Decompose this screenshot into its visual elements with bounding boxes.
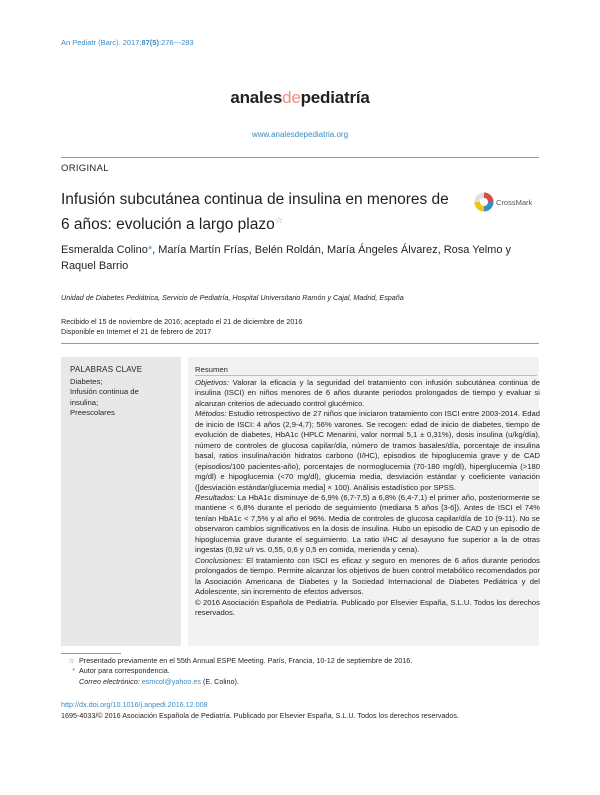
conclusions-label: Conclusiones: [195, 555, 243, 565]
dates-divider [61, 343, 539, 344]
article-dates [61, 317, 541, 337]
authors-rest: , María Martín Frías, Belén Roldán, María Ángeles Álvarez, Rosa Yelmo y Raquel Barrio [61, 244, 511, 272]
logo-part-anales: anales [230, 88, 283, 107]
crossmark-label: CrossMark [496, 198, 533, 207]
abstract-heading: Resumen [195, 365, 228, 374]
citation-volume: 87(5) [141, 38, 159, 47]
footnotes [61, 656, 541, 687]
footer-copyright: 1695-4033/© 2016 Asociación Española de Pediatría. Publicado por Elsevier España, S.L.U. Todos los derechos reservados. [61, 711, 459, 720]
header-divider [61, 157, 539, 158]
footnote-presented-text: Presentado previamente en el 55th Annual ESPE Meeting. París, Francia, 10-12 de septiembre de 2016. [79, 656, 413, 665]
affiliation: Unidad de Diabetes Pediátrica, Servicio de Pediatría, Hospital Universitario Ramón y Cajal, Madrid, España [61, 293, 404, 302]
email-suffix: (E. Colino). [202, 676, 239, 686]
abstract-results [195, 493, 540, 556]
email-link[interactable]: esmcol@yahoo.es [141, 676, 201, 686]
email-label: Correo electrónico: [79, 676, 140, 686]
abstract-methods [195, 409, 540, 493]
title-footnote-mark[interactable]: ☆ [274, 215, 283, 225]
results-text: La HbA1c disminuye de 6,9% (6,7-7,5) a 6,8% (6,4-7,1) el primer año, posteriormente se mantiene < 6,8% durante el periodo de seguimiento (mediana 5 años [3-6]). Antes de ISCI el 74% tenían HbA1c < 7,5% y al año el 96%. Media de controles de glucosa capilar/día de 10 (9-11). No se observaron cambios significativos en la dosis de insulina. Hubo un episodio de CAD y un episodio de hipoglucemia grave durante el seguimiento. La ratio I/HC al desayuno fue superior a la de otras ingestas (0,92 u/r vs. 0,55, 0,6 y 0,5 en comida, merienda y cena). [195, 492, 541, 555]
citation-pages: :276---283 [158, 38, 194, 47]
keyword-item: Preescolares [70, 407, 115, 417]
section-label: ORIGINAL [61, 163, 109, 174]
keyword-item: Infusión continua de [70, 387, 139, 397]
abstract-objectives [195, 378, 540, 409]
article-title [61, 189, 461, 235]
journal-logo [0, 88, 600, 108]
logo-part-pediatria: pediatría [300, 88, 370, 107]
logo-part-de: de [282, 88, 301, 107]
footnote-divider [61, 653, 121, 654]
methods-text: Estudio retrospectivo de 27 niños que iniciaron tratamiento con ISCI entre 2003-2014. Edad de inicio de ISCI: 4 años (2,9-4,7); 56% varones. Se recogen: edad de inicio de diabetes, tiempo de evolución de diabetes, HbA1c (HPLC Menarini, valor normal 5,1 ± 0,31%), dosis insulina (u/kg/día), número de controles de glucosa capilar/día, número de tramos basales/día, porcentaje de insulina basal, ratios insulina/ración hidratos carbono (I/HC), episodios de hipoglucemia grave y de CAD (episodios/100 pacientes-año), porcentajes de normoglucemia (70-180 mg/dl), hiperglucemia (>180 mg/dl) e hipoglucemia (<70 mg/dl), glucemia media, desviación estándar y coeficiente variación ([desviación estándar/glucemia media] × 100). Análisis estadístico por SPSS. [195, 409, 540, 492]
abstract-copyright: © 2016 Asociación Española de Pediatría. Publicado por Elsevier España, S.L.U. Todos los derechos reservados. [195, 597, 540, 617]
objectives-label: Objetivos: [195, 378, 229, 387]
abstract-divider [195, 375, 537, 376]
conclusions-text: El tratamiento con ISCI es eficaz y seguro en menores de 6 años durante periodos prolongados de tiempo. Permite alcanzar los objetivos de buen control metabólico recomendados por la Asociación Americana de Diabetes y la Sociedad Internacional de Diabetes Pediátrica y del Adolescente, sin incremento de efectos adversos. [195, 555, 541, 597]
footnote-star-mark: ☆ [68, 656, 75, 665]
footnote-corresponding-text: Autor para correspondencia. [79, 666, 170, 676]
article-title-text: Infusión subcutánea continua de insulina en menores de 6 años: evolución a largo plazo [61, 191, 449, 234]
doi-link[interactable]: http://dx.doi.org/10.1016/j.anpedi.2016.12.008 [61, 700, 208, 709]
journal-citation [61, 38, 194, 47]
keyword-item: Diabetes; [70, 377, 103, 386]
keywords-heading: PALABRAS CLAVE [70, 365, 143, 374]
footnote-corresponding [61, 666, 541, 676]
methods-label: Métodos: [195, 409, 227, 419]
received-accepted-dates: Recibido el 15 de noviembre de 2016; aceptado el 21 de diciembre de 2016 [61, 317, 303, 326]
corresponding-mark[interactable]: * [147, 244, 153, 256]
available-online-date: Disponible en Internet el 21 de febrero de 2017 [61, 327, 212, 336]
keyword-item: insulina; [70, 397, 99, 407]
author-list [61, 243, 531, 274]
footnote-email [61, 677, 541, 687]
footnote-presented [61, 656, 541, 666]
citation-prefix: An Pediatr (Barc). 2017; [61, 38, 142, 47]
journal-website-link[interactable]: www.analesdepediatria.org [251, 130, 349, 139]
abstract-body [195, 378, 540, 618]
abstract-conclusions [195, 556, 540, 598]
crossmark-badge[interactable] [474, 190, 542, 214]
objectives-text: Valorar la eficacia y la seguridad del tratamiento con infusión subcutánea continua de insulina (ISCI) en niños menores de 6 años durante periodos prolongados de tiempo y evaluar si alcanzan criterios de adecuado control glucémico. [195, 378, 541, 408]
keywords-list [70, 377, 178, 418]
author-corresponding[interactable]: Esmeralda Colino [61, 244, 148, 256]
crossmark-icon [474, 190, 542, 214]
results-label: Resultados: [195, 492, 236, 502]
footnote-asterisk-mark: * [72, 666, 75, 676]
